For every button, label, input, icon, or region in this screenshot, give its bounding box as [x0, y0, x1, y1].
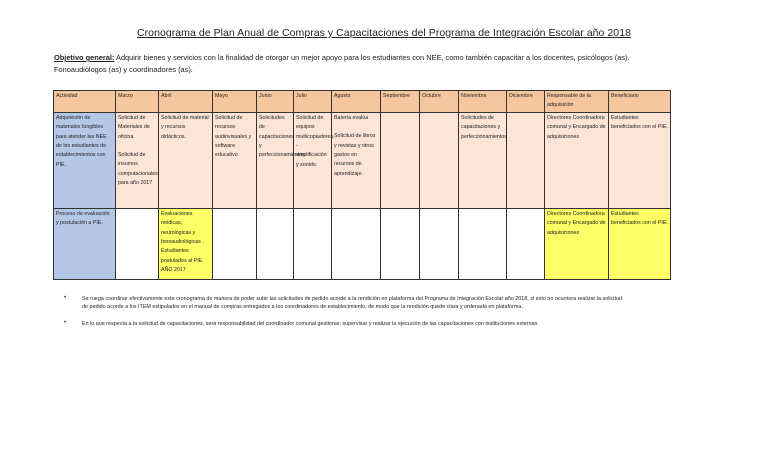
cell-marzo	[116, 112, 159, 208]
header-octubre: Octubre	[420, 91, 459, 113]
cell-actividad: Proceso de evaluación y postulación a PIE.	[54, 208, 116, 279]
cell-julio	[294, 208, 332, 279]
cell-responsable: Directores Coordinadora comunal y Encargado de adquisiciones	[545, 208, 609, 279]
schedule-table	[53, 90, 671, 280]
cell-diciembre	[507, 112, 545, 208]
cell-agosto-text-b: Solicitud de libros y revistas y otros gastos en recursos de aprendizaje.	[334, 133, 376, 177]
cell-marzo-text-a: Solicitud de Materiales de oficina.	[118, 114, 150, 140]
header-diciembre: Diciembre	[507, 91, 545, 113]
list-item	[64, 321, 624, 329]
header-abril: Abril	[159, 91, 213, 113]
cell-abril-text-b: . Estudiantes postulados al PIE AÑO 2017	[161, 239, 204, 274]
cell-septiembre	[381, 208, 420, 279]
cell-octubre	[420, 208, 459, 279]
header-septiembre: Septiembre	[381, 91, 420, 113]
header-marzo: Marzo	[116, 91, 159, 113]
header-actividad: Actividad	[54, 91, 116, 113]
document-title: Cronograma de Plan Anual de Compras y Capacitaciones del Programa de Integración Escolar año 2018	[137, 27, 631, 39]
objective-label: Objetivo general:	[54, 53, 115, 62]
cell-marzo-text-b: Solicitud de insumos computacionales para año 2017	[118, 152, 158, 187]
cell-noviembre: Solicitudes de capacitaciones y perfeccionamientos	[459, 112, 507, 208]
cell-mayo: Solicitud de recursos audiovisuales y software educativo	[213, 112, 257, 208]
header-julio: Julio	[294, 91, 332, 113]
bullet-icon: •	[64, 320, 67, 327]
table-row	[54, 208, 671, 279]
cell-abril-text-a: Evaluaciones médicas, neurológicas y fonoaudiológicas	[161, 210, 201, 246]
cell-julio: Solicitud de equipos multicopiadores, - amplificación y sonido.	[294, 112, 332, 208]
cell-agosto	[332, 112, 381, 208]
note-text: En lo que respecta a la solicitud de capacitaciones, será responsabilidad del coordinador comunal gestionar, supervisar y realizar la ejecución de las capacitaciones con instituciones externas.	[82, 321, 539, 328]
bullet-icon: •	[64, 295, 67, 301]
cell-mayo	[213, 208, 257, 279]
header-junio: Junio	[257, 91, 294, 113]
table-header-row	[54, 91, 671, 113]
cell-octubre	[420, 112, 459, 208]
list-item	[64, 296, 624, 311]
header-mayo: Mayo	[213, 91, 257, 113]
cell-abril	[159, 208, 213, 279]
cell-responsable: Directores Coordinadora comunal y Encargado de adquisiciones	[545, 112, 609, 208]
cell-beneficiario: Estudiantes beneficiados con el PIE.	[609, 112, 671, 208]
cell-abril: Solicitud de material y recursos didácticos.	[159, 112, 213, 208]
cell-agosto-text-a: Batería evalúa	[334, 114, 369, 121]
note-text: Se ruega coordinar efectivamente este cronograma de manera de poder subir las solicitudes de pedido acorde a la rendición en plataforma del Programa de Integración Escolar año 2018, si esto no ocurriera realizar la solicitud de pedido acorde a los ITEM estipulados en el manual de compras entregados a los coordinadores de establecimiento, de modo que la rendición quede clara y ordenada en plataforma.	[82, 296, 622, 310]
header-agosto: Agosto	[332, 91, 381, 113]
header-responsable: Responsable de la adquisición	[545, 91, 609, 113]
cell-junio: Solicitudes de capacitaciones y perfeccionamientos	[257, 112, 294, 208]
objective-text: Adquirir bienes y servicios con la finalidad de otorgar un mejor apoyo para los estudiantes con NEE, como también capacitar a los docentes, psicólogos (as). Fonoaudiólogos (as) y coordinadores (as).	[54, 53, 630, 74]
header-noviembre: Noviembre	[459, 91, 507, 113]
notes-list	[64, 296, 624, 339]
cell-noviembre	[459, 208, 507, 279]
cell-septiembre	[381, 112, 420, 208]
cell-actividad: Adquisición de materiales fungibles para atender las NEE de los estudiantes de establecimientos con PIE.	[54, 112, 116, 208]
cell-junio	[257, 208, 294, 279]
objective-paragraph	[54, 52, 664, 75]
cell-beneficiario: Estudiantes beneficiados con el PIE.	[609, 208, 671, 279]
cell-diciembre	[507, 208, 545, 279]
cell-marzo	[116, 208, 159, 279]
header-beneficiario: Beneficiario	[609, 91, 671, 113]
cell-agosto	[332, 208, 381, 279]
table-row	[54, 112, 671, 208]
